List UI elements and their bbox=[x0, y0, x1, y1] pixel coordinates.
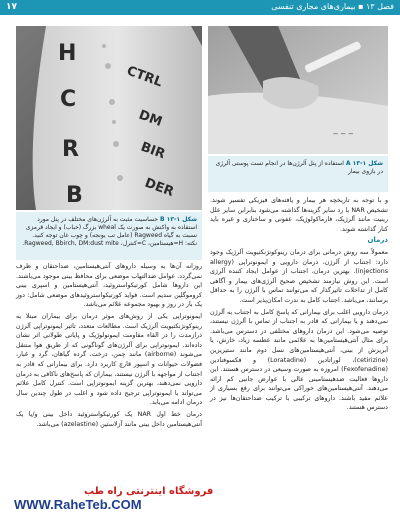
paragraph: درمان خط اول NAR یک کورتیکواستروئید داخل بینی و/یا یک آنتی‌هیستامین داخل بینی مانند آزلاستین (azelastine) می‌باشد. bbox=[16, 410, 202, 428]
skin-label-c: C bbox=[60, 87, 77, 112]
skin-label-der: DER bbox=[142, 175, 176, 200]
figure-b-caption-title: شکل ۱-۱۳ B bbox=[159, 216, 197, 223]
figure-a-caption-text: استفاده از پنل آلرژن‌ها در انجام تست پوستی آلرژی در بازوی بیمار bbox=[215, 160, 383, 175]
watermark-url: WWW.RaheTeb.COM bbox=[14, 497, 142, 512]
watermark-persian-text: فروشگاه اینترنتی راه طب bbox=[84, 486, 214, 497]
skin-test-application-image bbox=[208, 26, 388, 154]
svg-text:‒ ‒ ‒: ‒ ‒ ‒ bbox=[333, 129, 354, 138]
skin-test-application-photo bbox=[208, 26, 388, 154]
paragraph: ایمونوتراپی یکی از روش‌های موثر درمان برای بیماران مبتلا به رینوکونژنکتیویت آلرژیک است. مطالعات متعدد، تاثیر ایمونوتراپی آلرژن درازمدت را در القاء مقاومت ایمونولوژیک و پایانی طولانی اثر نشان داده‌اند. ایمونوتراپی برای آلرژن‌های گوناگونی که از طریق هوا منتقل می‌شوند (airborne) مانند چمن، درخت، گرده گیاهان، گرد و غبار، فضولات حیوانات و اسپور قارچ کاربرد دارد. برای بیمارانی که قادر به اجتناب از مواجهه با آلرژن نیستند، بیماران که پاسخ‌های ناکافی به درمان دارویی نمی‌دهند، بهترین گزینه ایمونوتراپی است. کنترل کامل علائم می‌تواند با ایمونوتراپی ترجیح داده شود و اغلب در طول چندین سال درمان ادامه می‌یابد. bbox=[16, 312, 202, 407]
skin-test-arm-image bbox=[16, 26, 202, 210]
skin-label-bir: BIR bbox=[138, 139, 168, 163]
watermark bbox=[14, 486, 214, 516]
paragraph: معمولاً سه روش درمانی برای درمان رینوکونژنکتیویت آلرژیک وجود دارد: اجتناب از آلرژن، درمان دارویی و ایمونوتراپی (allergy injections). بهترین درمان، اجتناب از عوامل ایجاد کننده آلرژی است. این روش نیازمند تشخیص صحیح آلرژی‌های بیمار و آگاهی کامل از تداخلات تاثیرگذار که می‌توانند تماس با آلرژن را به حداقل برسانند، می‌باشد. اجتناب کامل به ندرت امکان‌پذیر است. bbox=[210, 248, 388, 304]
intro-paragraph: و با توجه به تاریخچه هر بیمار و یافته‌های فیزیکی تفسیر شوند. تشخیص NAR با رد سایر گزینه‌ها گذاشته می‌شود بنابراین سایر علل رینیت مانند آلرژیک، فارماکولوژیک، عفونی و ساختاری و غیره باید کنار گذاشته شوند. bbox=[210, 197, 388, 233]
skin-label-r: R bbox=[62, 137, 79, 162]
figure-a-caption bbox=[208, 156, 388, 192]
figure-a-caption-title: شکل ۱-۱۳ A bbox=[345, 160, 383, 167]
chapter-title: فصل ۱۳ ▪ بیماری‌های مجاری تنفسی bbox=[271, 2, 394, 11]
skin-label-h: H bbox=[58, 41, 77, 66]
skin-label-ctrl: CTRL bbox=[124, 63, 165, 91]
paragraph: درمان دارویی اغلب برای بیمارانی که پاسخ کامل به اجتناب به آلرژن نمی‌دهند و یا بیمارانی که قادر به اجتناب از تماس با آلرژن نیستند، توصیه می‌شود. این درمان داروهای مختلفی در دسترس می‌باشد. برای مثال آنتی‌هیستامین‌ها به علائمی مانند عطسه زیاد، خارش، یا آبریزش از بینی، آنتی‌هیستامین‌های نسل دوم مانند ستیریزین (cetirizine)، لوراتادین (Loratadine) و فکسوفنادین (Fexofenadine) امروزه به صورت وسیعی در دسترس هستند. این داروها فعالیت ضدهیستامینی عالی با عوارض جانبی کم ارائه می‌دهند. آنتی‌هیستامین‌های خوراکی می‌توانند برای رفع بسیاری از علائم مفید باشند. داروهای ترکیبی با ترکیب ضداحتقان‌ها نیز در دسترس هستند. bbox=[210, 308, 388, 412]
figure-b-caption-text: حساسیت مثبت به آلرژن‌های مختلف در پنل مورد استفاده به واکنش به صورت یک wheal بزرگ (حباب) و ایجاد قرمزی نسبت به گیاه Ragweed (عامل تب یونجه) و چوب غان توجه کنید. نکته: H=هیستامین، C=کنترل، Ragweed, Bbirch, DM:dust mite. bbox=[22, 216, 197, 247]
paragraph: روزانه آن‌ها به وسیله داروهای آنتی‌هیستامین، ضداحتقان و ظرف نمی‌گردد. عوامل ضدالتهاب موضعی برای محافظ بینی موجود می‌باشند. این داروها شامل کورتیکواستروئید، آنتی‌هیستامین و اسپری بینی کروموگلین سدیم است. فواید کورتیکواستروئیدهای موضعی شامل: دوز یک بار در روز و بهبود مجموعه علائم می‌باشد. bbox=[16, 263, 202, 309]
page-number: ۱۷ bbox=[6, 2, 17, 12]
figure-b-caption bbox=[16, 212, 202, 260]
skin-test-photo bbox=[16, 26, 202, 210]
page-header bbox=[0, 0, 400, 15]
skin-label-dm: DM bbox=[136, 107, 165, 130]
skin-label-b: B bbox=[66, 183, 83, 208]
right-text-column bbox=[210, 196, 388, 415]
left-text-column bbox=[16, 262, 202, 431]
section-heading-treatment: درمان bbox=[367, 236, 388, 245]
